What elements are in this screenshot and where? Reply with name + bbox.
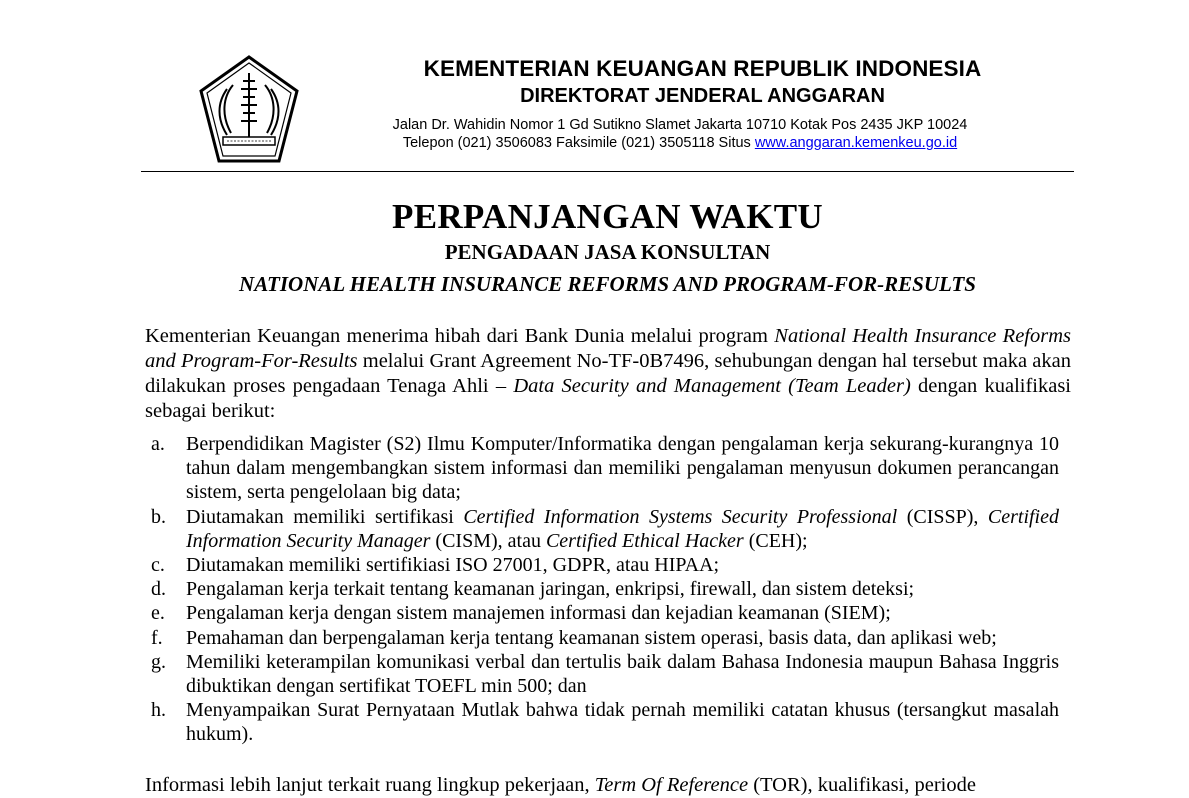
list-item: [145, 577, 1059, 601]
list-marker: h.: [151, 699, 166, 722]
cert-text-2: (CISSP),: [897, 505, 988, 528]
document-title: PERPANJANGAN WAKTU: [392, 197, 823, 236]
list-item-text: Diutamakan memiliki sertifikiasi ISO 27001, GDPR, atau HIPAA;: [186, 554, 720, 577]
address-line: Jalan Dr. Wahidin Nomor 1 Gd Sutikno Slamet Jakarta 10710 Kotak Pos 2435 JKP 10024: [392, 117, 968, 133]
requirements-list: [145, 432, 1059, 747]
intro-position-name: Data Security and Management (Team Leader): [513, 375, 911, 397]
intro-text-1: Kementerian Keuangan menerima hibah dari Bank Dunia melalui program: [145, 325, 775, 347]
cert-cissp: Certified Information Systems Security Professional: [463, 505, 898, 528]
list-marker: e.: [151, 602, 165, 625]
list-marker: a.: [151, 433, 165, 455]
cert-text-1: Diutamakan memiliki sertifikasi: [186, 505, 464, 528]
list-item-text: Pengalaman kerja terkait tentang keamanan jaringan, enkripsi, firewall, dan sistem deteksi;: [186, 578, 915, 601]
contact-text: Telepon (021) 3506083 Faksimile (021) 3505118 Situs: [402, 135, 755, 151]
list-marker: g.: [151, 650, 166, 673]
list-item-text: Memiliki keterampilan komunikasi verbal dan tertulis baik dalam Bahasa Indonesia maupun Bahasa Inggris dibuktikan dengan sertifikat TOEFL min 500; dan: [186, 650, 1059, 698]
list-item-text: Pemahaman dan berpengalaman kerja tentang keamanan sistem operasi, basis data, dan aplikasi web;: [186, 626, 997, 649]
list-item: [145, 432, 1059, 505]
list-item-text: [186, 505, 1059, 553]
kemenkeu-emblem-logo: [193, 53, 305, 165]
program-title: NATIONAL HEALTH INSURANCE REFORMS AND PROGRAM-FOR-RESULTS: [239, 272, 976, 296]
closing-tor: Term Of Reference: [594, 774, 749, 796]
intro-paragraph: [145, 324, 1071, 424]
list-marker: c.: [151, 554, 165, 577]
closing-text-2: (TOR), kualifikasi, periode: [748, 774, 976, 796]
intro-program-name: National Health Insurance Reforms and Program-For-Results: [145, 325, 1071, 372]
directorate-name: DIREKTORAT JENDERAL ANGGARAN: [520, 85, 885, 107]
list-item: [145, 553, 1059, 577]
website-link[interactable]: www.anggaran.kemenkeu.go.id: [754, 135, 958, 151]
list-item-text: Berpendidikan Magister (S2) Ilmu Komputer/Informatika dengan pengalaman kerja sekurang-kurangnya 10 tahun dalam mengembangkan sistem informasi dan memiliki pengalaman menyusun dokumen perancangan sistem, serta pengelolaan big data;: [186, 433, 1059, 504]
list-item: [145, 626, 1059, 650]
list-marker: d.: [151, 578, 166, 601]
contact-line: [300, 135, 1060, 151]
intro-text-3: dengan kualifikasi sebagai berikut:: [145, 375, 1072, 422]
ministry-name: KEMENTERIAN KEUANGAN REPUBLIK INDONESIA: [423, 56, 982, 81]
closing-paragraph: [145, 773, 1071, 798]
list-item: [145, 698, 1059, 746]
list-item: [145, 505, 1059, 553]
cert-ceh: Certified Ethical Hacker: [545, 529, 744, 552]
cert-text-3: (CISM), atau: [430, 529, 546, 552]
closing-text-1: Informasi lebih lanjut terkait ruang lingkup pekerjaan,: [145, 774, 595, 796]
intro-text-2: melalui Grant Agreement No-TF-0B7496, sehubungan dengan hal tersebut maka akan dilakukan proses pengadaan Tenaga Ahli –: [145, 350, 1071, 397]
list-marker: f.: [151, 626, 163, 649]
list-item: [145, 650, 1059, 698]
list-item: [145, 601, 1059, 625]
cert-cism: Certified Information Security Manager: [186, 505, 1059, 552]
cert-text-4: (CEH);: [743, 529, 808, 552]
letterhead-divider: [141, 171, 1074, 172]
list-item-text: Pengalaman kerja dengan sistem manajemen informasi dan kejadian keamanan (SIEM);: [186, 602, 891, 625]
list-item-text: Menyampaikan Surat Pernyataan Mutlak bahwa tidak pernah memiliki catatan khusus (tersangkut masalah hukum).: [186, 699, 1059, 746]
list-marker: b.: [151, 505, 166, 528]
document-subtitle: PENGADAAN JASA KONSULTAN: [444, 240, 771, 264]
